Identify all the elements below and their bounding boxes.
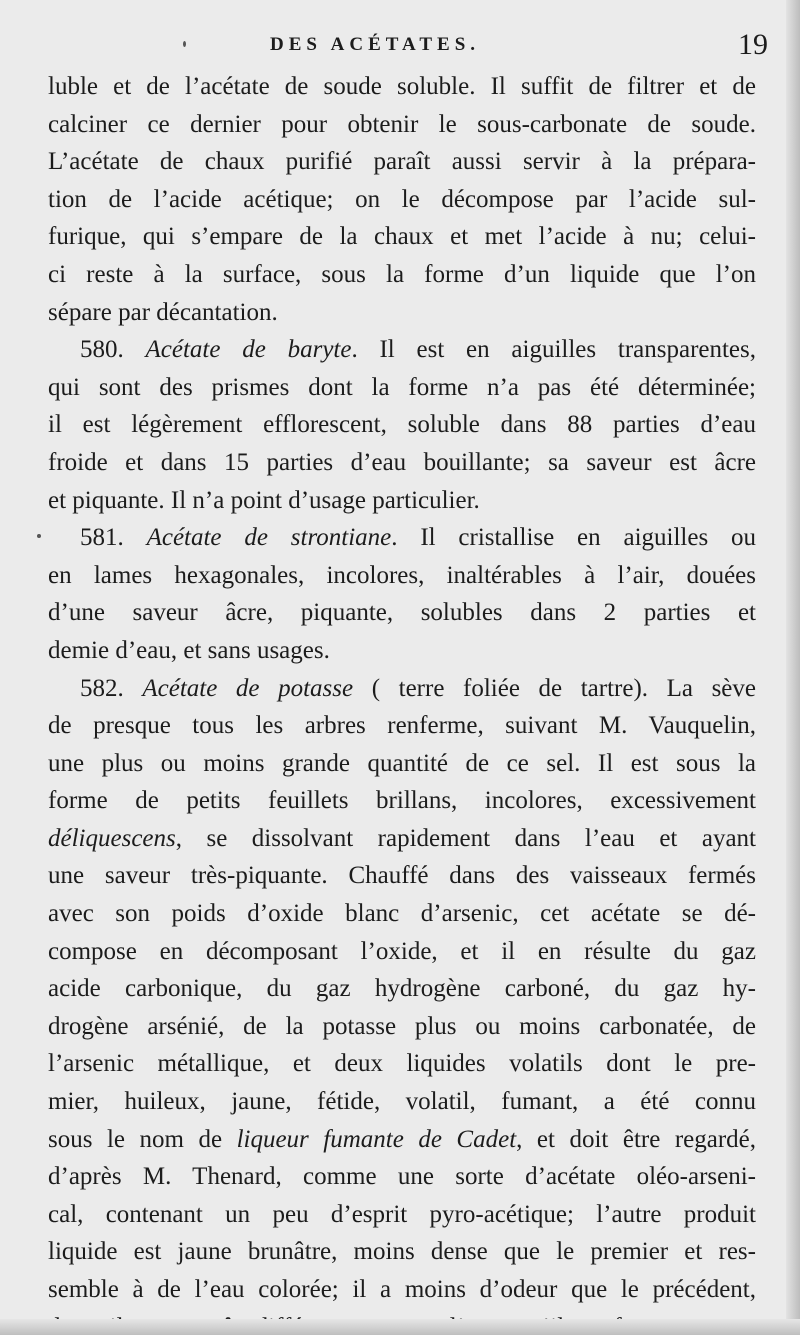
text-segment: d’après M. Thenard, comme une sorte d’acétate oléo-arseni- bbox=[48, 1163, 756, 1191]
text-segment: 582. bbox=[80, 674, 143, 702]
text-line bbox=[48, 895, 756, 933]
text-line bbox=[48, 1083, 756, 1121]
italic-term: Acétate de baryte bbox=[145, 336, 352, 364]
text-line bbox=[48, 782, 756, 820]
text-segment: il est légèrement efflorescent, soluble dans 88 parties d’eau bbox=[48, 411, 756, 439]
text-line bbox=[48, 707, 756, 745]
text-segment: acide carbonique, du gaz hydrogène carboné, du gaz hy- bbox=[48, 975, 756, 1003]
text-segment: , et doit être regardé, bbox=[516, 1125, 757, 1153]
ink-speck bbox=[37, 534, 41, 538]
text-line bbox=[48, 519, 756, 557]
text-line bbox=[48, 294, 756, 332]
text-segment: demie d’eau, et sans usages. bbox=[48, 636, 330, 664]
page-number: 19 bbox=[738, 28, 768, 61]
italic-term: liqueur fumante de Cadet bbox=[236, 1125, 517, 1153]
text-line bbox=[48, 369, 756, 407]
text-line bbox=[48, 331, 756, 369]
text-segment: froide et dans 15 parties d’eau bouillante; sa saveur est âcre bbox=[48, 448, 756, 476]
text-line bbox=[48, 745, 756, 783]
text-segment: forme de petits feuillets brillans, incolores, excessivement bbox=[48, 787, 756, 815]
text-line bbox=[48, 970, 756, 1008]
text-segment: drogène arsénié, de la potasse plus ou moins carbonatée, de bbox=[48, 1012, 756, 1040]
text-segment: sépare par décantation. bbox=[48, 298, 278, 326]
text-line bbox=[48, 1196, 756, 1234]
text-line bbox=[48, 857, 756, 895]
text-segment: cal, contenant un peu d’esprit pyro-acétique; l’autre produit bbox=[48, 1200, 756, 1228]
page-edge-right bbox=[786, 0, 800, 1335]
italic-term: déliquescens bbox=[48, 824, 176, 852]
text-segment: compose en décomposant l’oxide, et il en résulte du gaz bbox=[48, 937, 756, 965]
page-edge-bottom bbox=[0, 1319, 800, 1335]
text-segment: tion de l’acide acétique; on le décompose par l’acide sul- bbox=[48, 185, 756, 213]
ink-speck bbox=[183, 41, 186, 47]
text-line bbox=[48, 594, 756, 632]
text-line bbox=[48, 1233, 756, 1271]
text-line bbox=[48, 1121, 756, 1159]
text-line bbox=[48, 444, 756, 482]
running-title: DES ACÉTATES. bbox=[270, 34, 481, 55]
text-line bbox=[48, 1158, 756, 1196]
text-segment: , se dissolvant rapidement dans l’eau et ayant bbox=[175, 824, 756, 852]
text-line bbox=[48, 1271, 756, 1309]
text-segment: de presque tous les arbres renferme, suivant M. Vauquelin, bbox=[48, 712, 756, 740]
text-segment: mier, huileux, jaune, fétide, volatil, fumant, a été connu bbox=[48, 1088, 756, 1116]
text-segment: sous le nom de bbox=[48, 1125, 237, 1153]
text-line bbox=[48, 181, 756, 219]
text-segment: ci reste à la surface, sous la forme d’un liquide que l’on bbox=[48, 260, 756, 288]
text-segment: calciner ce dernier pour obtenir le sous-carbonate de soude. bbox=[48, 110, 756, 138]
text-segment: une saveur très-piquante. Chauffé dans des vaisseaux fermés bbox=[48, 862, 756, 890]
text-line bbox=[48, 106, 756, 144]
text-line bbox=[48, 256, 756, 294]
text-segment: et piquante. Il n’a point d’usage particulier. bbox=[48, 486, 480, 514]
text-segment: qui sont des prismes dont la forme n’a pas été déterminée; bbox=[48, 373, 756, 401]
text-segment: furique, qui s’empare de la chaux et met l’acide à nu; celui- bbox=[48, 223, 756, 251]
text-line bbox=[48, 406, 756, 444]
italic-term: Acétate de strontiane bbox=[146, 524, 392, 552]
text-line bbox=[48, 670, 756, 708]
italic-term: Acétate de potasse bbox=[142, 674, 354, 702]
text-line bbox=[48, 482, 756, 520]
text-segment: 580. bbox=[80, 336, 146, 364]
text-segment: d’une saveur âcre, piquante, solubles dans 2 parties et bbox=[48, 599, 756, 627]
text-line bbox=[48, 933, 756, 971]
text-line bbox=[48, 1008, 756, 1046]
text-segment: une plus ou moins grande quantité de ce sel. Il est sous la bbox=[48, 749, 756, 777]
text-segment: . Il cristallise en aiguilles ou bbox=[391, 524, 757, 552]
text-line bbox=[48, 1045, 756, 1083]
page-header bbox=[0, 28, 800, 68]
text-segment: l’arsenic métallique, et deux liquides volatils dont le pre- bbox=[48, 1050, 756, 1078]
text-line bbox=[48, 632, 756, 670]
text-segment: . Il est en aiguilles transparentes, bbox=[351, 336, 757, 364]
text-segment: liquide est jaune brunâtre, moins dense que le premier et res- bbox=[48, 1238, 756, 1266]
text-line bbox=[48, 143, 756, 181]
text-segment: avec son poids d’oxide blanc d’arsenic, cet acétate se dé- bbox=[48, 900, 756, 928]
text-line bbox=[48, 820, 756, 858]
text-line bbox=[48, 68, 756, 106]
text-segment: luble et de l’acétate de soude soluble. Il suffit de filtrer et de bbox=[48, 73, 756, 100]
text-segment: en lames hexagonales, incolores, inaltérables à l’air, douées bbox=[48, 561, 756, 589]
text-line bbox=[48, 218, 756, 256]
text-segment: 581. bbox=[80, 524, 147, 552]
text-line bbox=[48, 557, 756, 595]
text-segment: semble à de l’eau colorée; il a moins d’odeur que le précédent, bbox=[48, 1276, 756, 1303]
body-text bbox=[48, 68, 756, 1335]
text-segment: L’acétate de chaux purifié paraît aussi servir à la prépara- bbox=[48, 148, 756, 176]
text-segment: ( terre foliée de tartre). La sève bbox=[353, 674, 757, 702]
